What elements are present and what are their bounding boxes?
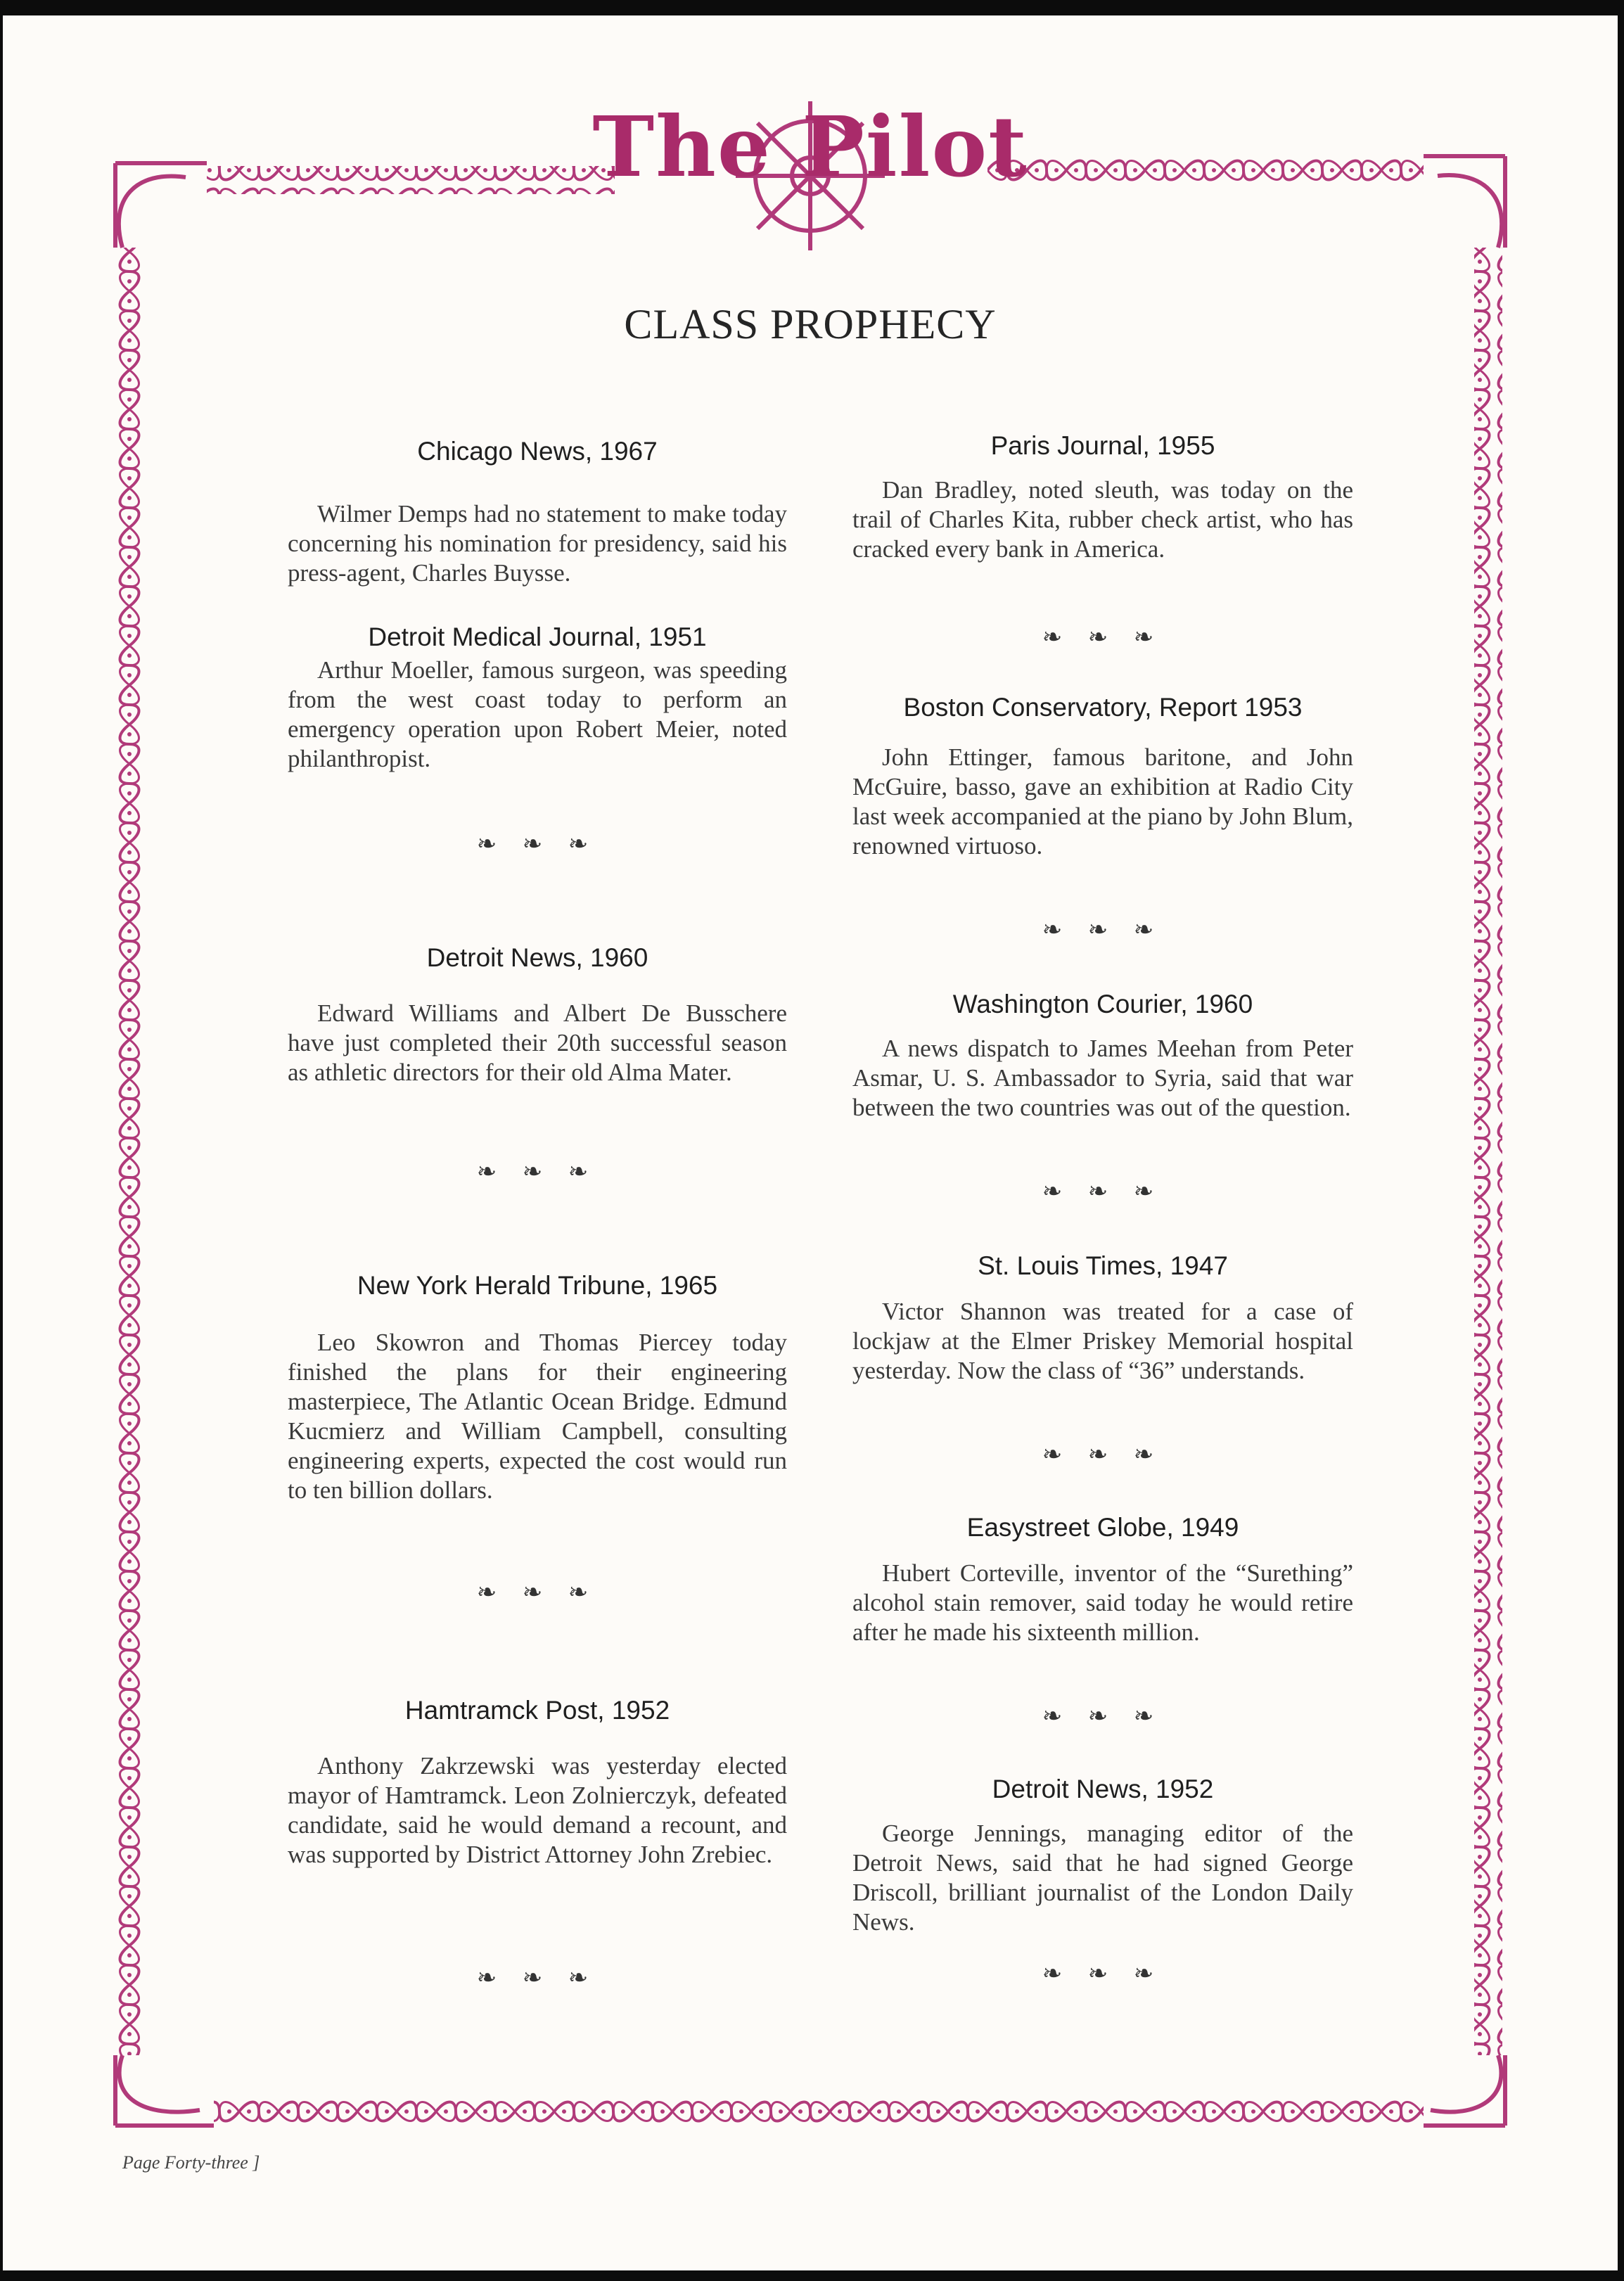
article-heading: Detroit News, 1960 (426, 943, 648, 972)
article-heading: Hamtramck Post, 1952 (404, 1696, 670, 1725)
article (852, 1251, 1353, 1386)
article (288, 436, 787, 588)
ornament-separator: ❧ ❧ ❧ (476, 1965, 599, 1991)
article-heading: Detroit News, 1952 (992, 1775, 1214, 1803)
article (852, 1512, 1353, 1647)
article-body: John Ettinger, famous baritone, and John McGuire, basso, gave an exhibition at Radio City last week accompanied at the piano by John Blum, renowned virtuoso. (852, 743, 1353, 860)
article-heading: Easystreet Globe, 1949 (966, 1513, 1239, 1542)
masthead-title: The Pilot (592, 98, 1028, 196)
ornament-separator: ❧ ❧ ❧ (476, 1159, 599, 1185)
article-body: Arthur Moeller, famous surgeon, was speeding from the west coast today to perform an emergency operation upon Robert Meier, noted philanthropist. (288, 656, 787, 773)
ornament-separator: ❧ ❧ ❧ (1042, 1961, 1164, 1987)
ornament-separator: ❧ ❧ ❧ (1042, 1704, 1164, 1730)
page-title: CLASS PROPHECY (624, 301, 997, 347)
article-heading: Washington Courier, 1960 (952, 990, 1253, 1018)
article-body: George Jennings, managing editor of the Detroit News, said that he had signed George Driscoll, brilliant journalist of the London Daily News. (852, 1820, 1353, 1936)
article-body: Dan Bradley, noted sleuth, was today on the trail of Charles Kita, rubber check artist, who has cracked every bank in America. (852, 476, 1353, 563)
article (288, 943, 787, 1087)
ornament-separator: ❧ ❧ ❧ (1042, 1442, 1164, 1468)
article-heading: Chicago News, 1967 (417, 437, 658, 466)
article (288, 622, 787, 774)
article-heading: Boston Conservatory, Report 1953 (903, 693, 1303, 722)
article (288, 1270, 787, 1505)
article-body: Edward Williams and Albert De Busschere have just completed their 20th successful season as athletic directors for their old Alma Mater. (288, 999, 787, 1087)
article (852, 430, 1353, 564)
article-heading: Detroit Medical Journal, 1951 (368, 622, 707, 651)
article-body: A news dispatch to James Meehan from Peter Asmar, U. S. Ambassador to Syria, said that war between the two countries was out of the question. (852, 1035, 1353, 1122)
article (852, 692, 1353, 861)
article (288, 1695, 787, 1870)
page-number: Page Forty-three ] (122, 2152, 260, 2173)
article-body: Victor Shannon was treated for a case of lockjaw at the Elmer Priskey Memorial hospital yesterday. Now the class of “36” understands. (852, 1298, 1353, 1385)
article-heading: Paris Journal, 1955 (990, 431, 1215, 460)
article (852, 1774, 1353, 1937)
ornament-separator: ❧ ❧ ❧ (1042, 625, 1164, 651)
ornament-separator: ❧ ❧ ❧ (1042, 1179, 1164, 1205)
ornament-separator: ❧ ❧ ❧ (476, 1580, 599, 1606)
decorative-border (3, 15, 1618, 2270)
ornament-separator: ❧ ❧ ❧ (476, 831, 599, 857)
article-body: Leo Skowron and Thomas Piercey today finished the plans for their engineering masterpiece, The Atlantic Ocean Bridge. Edmund Kucmierz and William Campbell, consulting engineering experts, expected the cost would run to ten billion dollars. (288, 1329, 787, 1504)
article-body: Hubert Corteville, inventor of the “Surething” alcohol stain remover, said today he would retire after he made his sixteenth million. (852, 1559, 1353, 1647)
ornament-separator: ❧ ❧ ❧ (1042, 917, 1164, 943)
article-heading: New York Herald Tribune, 1965 (357, 1271, 718, 1300)
article-body: Wilmer Demps had no statement to make today concerning his nomination for presidency, said his press-agent, Charles Buysse. (288, 500, 787, 587)
article-body: Anthony Zakrzewski was yesterday elected mayor of Hamtramck. Leon Zolnierczyk, defeated candidate, said he would demand a recount, and was supported by District Attorney John Zrebiec. (288, 1752, 787, 1869)
yearbook-page (3, 15, 1618, 2270)
article (852, 989, 1353, 1123)
article-heading: St. Louis Times, 1947 (978, 1251, 1228, 1280)
